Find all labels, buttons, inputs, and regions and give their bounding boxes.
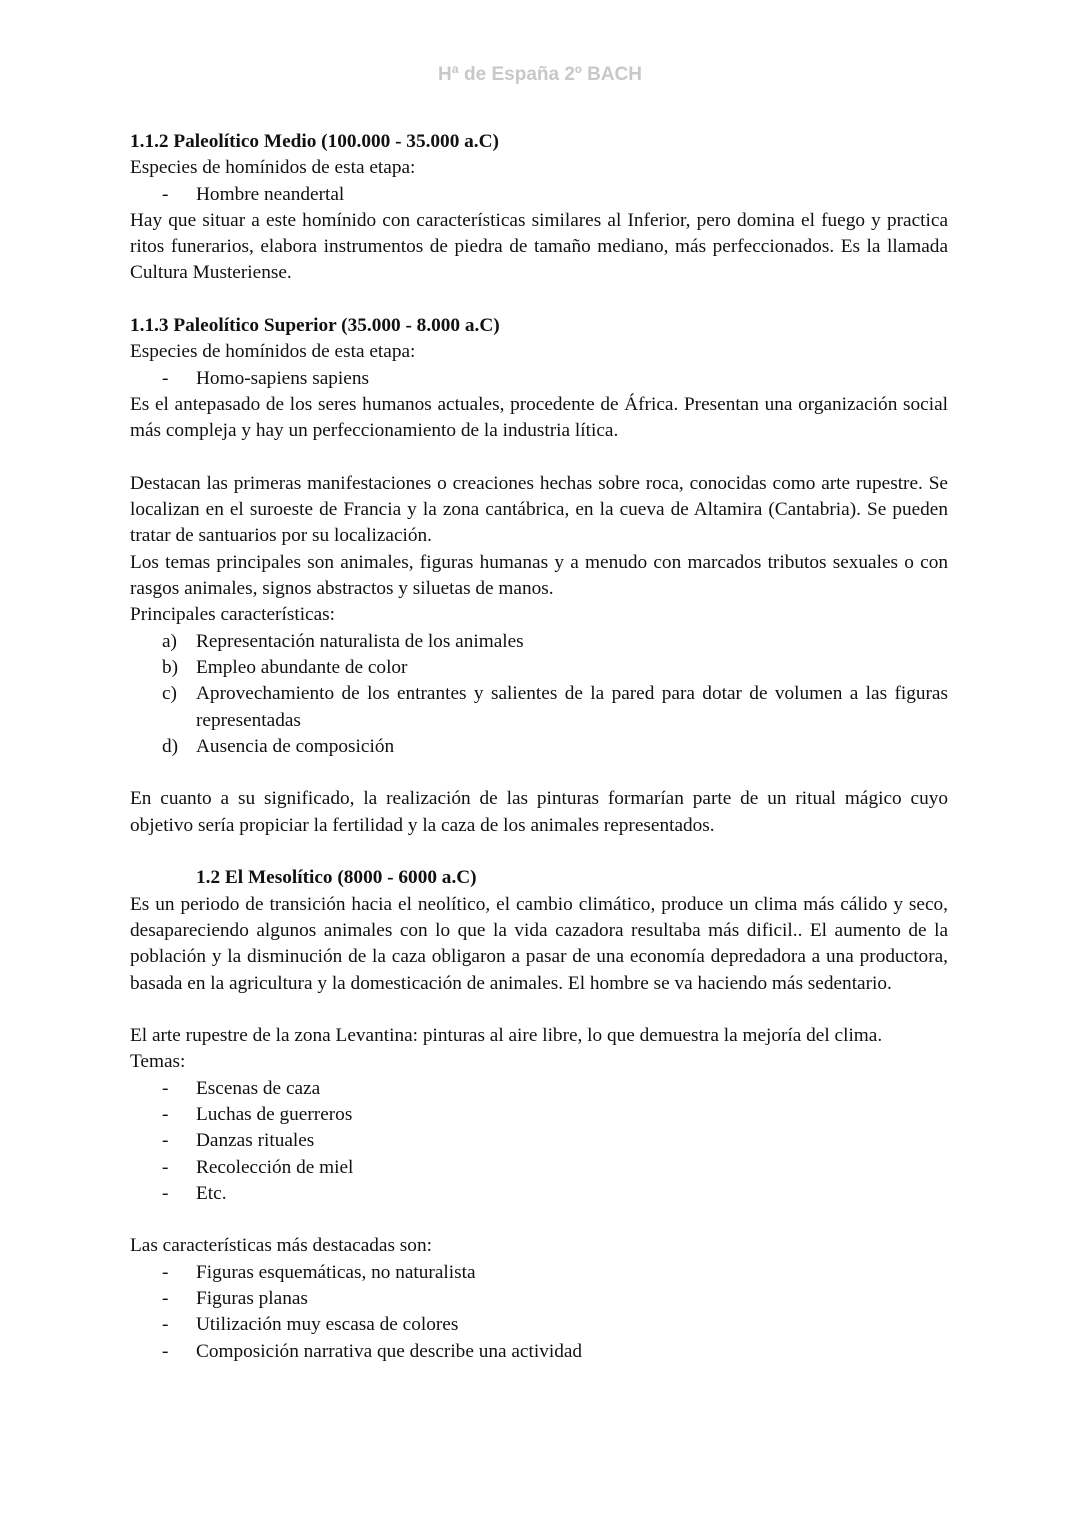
paragraph: Es el antepasado de los seres humanos actuales, procedente de África. Presentan una organización social más compleja y hay un perfeccionamiento de la industria lítica. [130,393,948,442]
list-item-text: Composición narrativa que describe una actividad [196,1340,583,1362]
list-item [130,629,948,655]
characteristics-list [130,629,948,760]
list-item-text: Escenas de caza [196,1077,321,1099]
list-item [130,1155,948,1181]
dash-marker: - [162,1288,169,1310]
features-intro: Las características más destacadas son: [130,1235,432,1257]
list-item-text: Figuras esquemáticas, no naturalista [196,1261,476,1283]
list-item [130,1128,948,1154]
section-mesolitico [130,865,948,1365]
list-item [130,1312,948,1338]
paragraph: Hay que situar a este homínido con características similares al Inferior, pero domina el fuego y practica ritos funerarios, elabora instrumentos de piedra de tamaño mediano, más perfeccionados. Es la llamada Cultura Musteriense. [130,209,948,284]
list-item [130,1181,948,1207]
section-heading: 1.1.3 Paleolítico Superior (35.000 - 8.000 a.C) [130,315,500,337]
dash-marker: - [162,1182,169,1204]
document-body [130,129,948,1365]
list-item-text: Recolección de miel [196,1156,354,1178]
species-intro: Especies de homínidos de esta etapa: [130,341,416,363]
list-item [130,655,948,681]
dash-marker: - [162,183,169,205]
dash-marker: - [162,1103,169,1125]
section-heading: 1.2 El Mesolítico (8000 - 6000 a.C) [196,867,477,889]
dash-marker: - [162,1261,169,1283]
list-item [130,1339,948,1365]
section-heading: 1.1.2 Paleolítico Medio (100.000 - 35.000 a.C) [130,131,499,152]
list-item [130,1286,948,1312]
list-item [130,734,948,760]
paragraph: Es un periodo de transición hacia el neolítico, el cambio climático, produce un clima más cálido y seco, desapareciendo algunos animales con lo que la vida cazadora resultaba más dificil.. El aumento de la población y la disminución de la caza obligaron a pasar de una economía depredadora a una productora, basada en la agricultura y la domesticación de animales. El hombre se va haciendo más sedentario. [130,893,948,994]
list-item-text: Aprovechamiento de los entrantes y salientes de la pared para dotar de volumen a las figuras representadas [196,683,948,731]
list-item-text: Hombre neandertal [196,183,345,205]
section-paleolitico-medio [130,129,948,287]
art-paragraph: El arte rupestre de la zona Levantina: pinturas al aire libre, lo que demuestra la mejoría del clima. [130,1025,883,1047]
list-item-text: Luchas de guerreros [196,1103,353,1125]
list-item-text: Danzas rituales [196,1130,315,1152]
themes-intro: Temas: [130,1051,186,1073]
dash-marker: - [162,367,169,389]
dash-marker: - [162,1314,169,1336]
themes-list [130,1076,948,1207]
meaning-paragraph: En cuanto a su significado, la realización de las pinturas formarían parte de un ritual mágico cuyo objetivo sería propiciar la fertilidad y la caza de los animales representados. [130,788,948,836]
list-item [130,1102,948,1128]
art-paragraph: Destacan las primeras manifestaciones o creaciones hechas sobre roca, conocidas como arte rupestre. Se localizan en el suroeste de Francia y la zona cantábrica, en la cueva de Altamira (Cantabria). Se pueden tratar de santuarios por su localización. [130,472,948,547]
list-item [130,681,948,734]
species-list [130,182,948,208]
list-item-text: Empleo abundante de color [196,656,408,678]
page-header: Hª de España 2º BACH [437,64,643,85]
dash-marker: - [162,1077,169,1099]
species-list [130,366,948,392]
features-list [130,1260,948,1365]
list-item [130,1260,948,1286]
art-themes-paragraph: Los temas principales son animales, figuras humanas y a menudo con marcados tributos sexuales o con rasgos animales, signos abstractos y siluetas de manos. [130,551,948,600]
list-item-text: Representación naturalista de los animales [196,630,524,652]
list-item-text: Ausencia de composición [196,735,395,757]
characteristics-intro: Principales características: [130,604,336,626]
list-item [130,366,948,392]
letter-marker: c) [162,683,177,705]
letter-marker: a) [162,630,177,652]
dash-marker: - [162,1340,169,1362]
section-paleolitico-superior [130,313,948,839]
letter-marker: d) [162,735,179,757]
list-item-text: Utilización muy escasa de colores [196,1314,459,1336]
list-item-text: Homo-sapiens sapiens [196,367,369,389]
list-item-text: Figuras planas [196,1288,308,1310]
list-item [130,1076,948,1102]
list-item-text: Etc. [196,1182,227,1204]
letter-marker: b) [162,656,179,678]
list-item [130,182,948,208]
dash-marker: - [162,1130,169,1152]
species-intro: Especies de homínidos de esta etapa: [130,157,416,179]
dash-marker: - [162,1156,169,1178]
